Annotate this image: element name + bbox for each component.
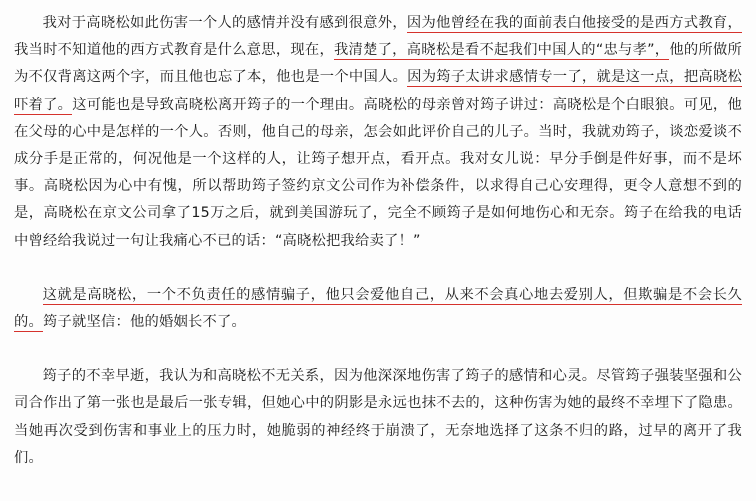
- text-run: 高晓松因为心中有愧，所以帮助筠子签约京文公司作为补偿条件，以求得自己心安理得，更令人意: [43, 178, 683, 195]
- paragraph-spacer-1: [14, 255, 742, 282]
- highlighted-text-run: 是不会长久的。: [14, 286, 743, 331]
- paragraph-3: [14, 363, 742, 472]
- text-run: 则，他自己的母亲，怎会如此评价自己的儿子。当时，我就劝筠子，谈恋爱谈不成分手是正常的，: [14, 123, 742, 168]
- highlighted-text-run: 因为他曾经在我的面前表白他接受的是: [406, 15, 655, 31]
- text-run: 我对于高晓松如此伤害一个人的感情并没有感到很意外，: [42, 15, 407, 31]
- text-run: 奈。筠子在给我的电话中曾经给我说过一句让我痛心不已的话：“高晓松把我给卖了！”: [14, 205, 742, 249]
- highlighted-text-run: 但欺骗: [623, 286, 668, 303]
- paragraph-2: [14, 282, 742, 336]
- text-run: 为她的最终不幸埋下了隐患。当她再次受到伤害和事业上的压力时，她脆弱的神经终于崩溃了，无: [14, 395, 742, 439]
- paragraph-spacer-2: [14, 336, 742, 363]
- highlighted-text-run: 国人的“忠与孝”，: [552, 42, 670, 59]
- text-run: 想不到的是，高晓松在京文公司拿了15万之后，就到美国游玩了，完全不顾筠子是如何地伤心和无: [14, 178, 742, 222]
- text-run: 何况他是一个这样的人，让筠子想开点，看开点。我对女儿说：早分手倒是件好事，而不是坏事。: [14, 151, 742, 195]
- text-run: 强装坚强和公司合作出了第一张也是最后一张专辑，但她心中的阴影是永远也抹不去的，这种伤害: [14, 368, 742, 412]
- highlighted-text-run: 子太讲求感情专一了，就是这一点，把高晓松吓着了。: [14, 69, 742, 113]
- highlighted-text-run: 这就是高晓松，: [42, 286, 147, 303]
- highlighted-text-run: 一个不负责任的感情骗子，他只会爱他自己，从来不会真心地去爱别人，: [146, 286, 624, 303]
- highlighted-text-run: 我清楚了，高晓松是看不起我们中: [334, 42, 553, 59]
- text-run: 我当时不知道他的西方式教育是什么意思，现在，: [14, 42, 334, 59]
- text-run: 筠子的不幸早逝，我认为和高晓松不无关系，因为他深深地伤害了筠子的感情和心灵。尽管筠子: [42, 368, 655, 385]
- text-run: 由。高晓松的母亲曾对筠子讲过：高晓松是个白眼狼。可见，他在父母的心中是怎样的一个人。否: [14, 96, 742, 140]
- text-run: 筠子就坚信：他的婚姻长不了。: [43, 314, 246, 331]
- highlighted-text-run: 西方式教育，: [654, 15, 742, 31]
- highlighted-text-run: 因为筠: [407, 69, 451, 86]
- paragraph-1: [14, 10, 742, 255]
- text-run: 奈地选择了这条不归的路，过早的离开了我们。: [14, 422, 742, 466]
- text-run: 他的所做所为不仅背离这两个字，而且他也忘了本，他也是一个中国人。: [14, 42, 743, 86]
- text-run: 这可能也是导致高晓松离开筠子的一个理: [72, 96, 335, 113]
